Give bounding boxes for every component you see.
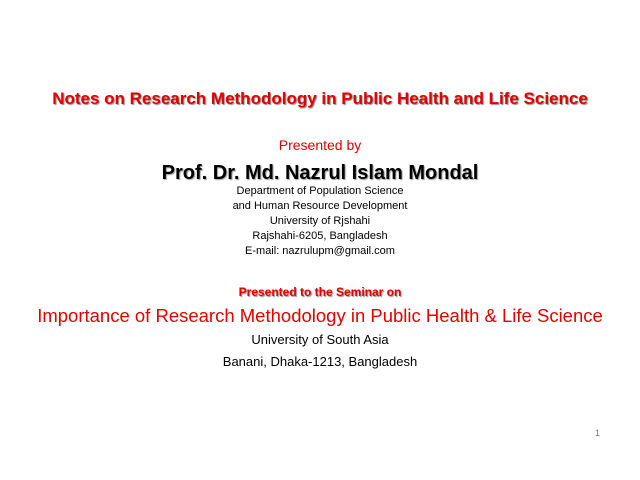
affiliation-department: Department of Population Science xyxy=(236,185,404,197)
affiliation-address: Rajshahi-6205, Bangladesh xyxy=(252,230,388,242)
affiliation-email: E-mail: nazrulupm@gmail.com xyxy=(245,245,395,257)
venue-address: Banani, Dhaka-1213, Bangladesh xyxy=(222,354,418,369)
slide-title: Notes on Research Methodology in Public Health and Life Science xyxy=(52,89,588,108)
affiliation-university: University of Rjshahi xyxy=(269,215,371,227)
presented-by-label: Presented by xyxy=(278,137,362,153)
seminar-label: Presented to the Seminar on xyxy=(238,285,402,299)
venue-name: University of South Asia xyxy=(251,332,389,347)
page-number: 1 xyxy=(594,428,600,438)
author-name: Prof. Dr. Md. Nazrul Islam Mondal xyxy=(161,162,479,184)
seminar-title: Importance of Research Methodology in Public Health & Life Science xyxy=(37,305,603,326)
affiliation-department-cont: and Human Resource Development xyxy=(232,200,408,212)
